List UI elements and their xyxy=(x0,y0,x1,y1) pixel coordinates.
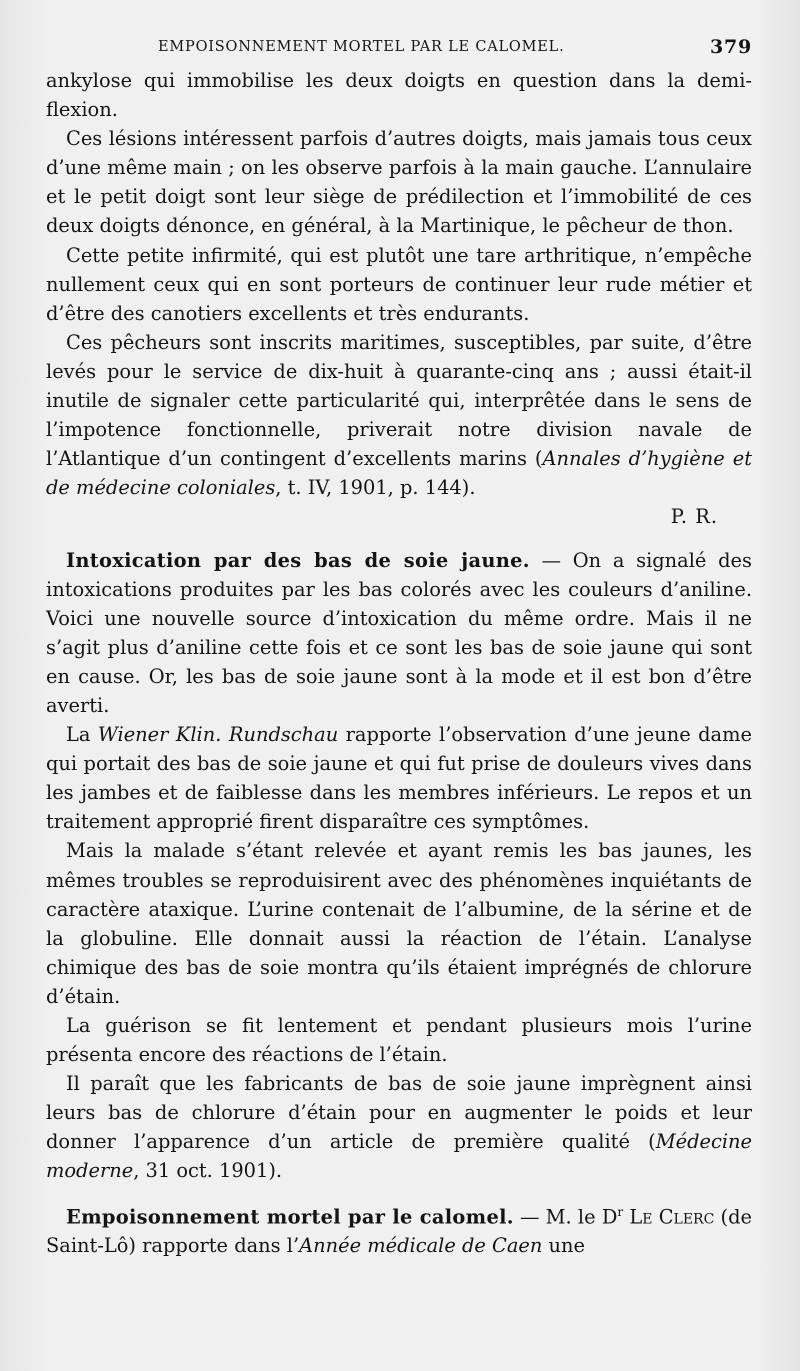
running-header xyxy=(46,36,752,66)
paragraph: Mais la malade s’étant relevée et ayant remis les bas jaunes, les mêmes troubles se reproduisirent avec des phénomènes inquiétants de caractère ataxique. L’urine contenait de l’albumine, de la sérine et de la globuline. Elle donnait aussi la réaction de l’étain. L’analyse chimique des bas de soie montra qu’ils étaient imprégnés de chlorure d’étain. xyxy=(46,839,752,1008)
citation-details: , t. IV, 1901, p. 144). xyxy=(275,476,476,500)
title-superscript: r xyxy=(617,1204,624,1219)
citation-details: , 31 oct. 1901). xyxy=(133,1159,283,1183)
paragraph-text: Ces pêcheurs sont inscrits maritimes, susceptibles, par suite, d’être levés pour le service de dix-huit à quarante-cinq ans ; aussi était-il inutile de signaler cette particularité qui, interprêtée dans le sens de l’impotence fonctionnelle, priverait notre division navale de l’Atlantique d’un contingent d’excellents marins ( xyxy=(46,330,752,471)
paragraph xyxy=(46,1069,752,1185)
citation-title: Médecine moderne xyxy=(46,1130,752,1183)
paragraph-text: Il paraît que les fabricants de bas de soie jaune imprègnent ainsi leurs bas de chlorure d’étain pour en augmenter le poids et leur donner l’apparence d’un article de première qualité ( xyxy=(46,1072,752,1154)
section-heading: Intoxication par des bas de soie jaune. xyxy=(66,548,530,572)
paragraph: Ces lésions intéressent parfois d’autres doigts, mais jamais tous ceux d’une même main ; on les observe parfois à la main gauche. L’annulaire et le petit doigt sont leur siège de prédilection et l’immobilité de ces deux doigts dénonce, en général, à la Martinique, le pêcheur de thon. xyxy=(46,127,752,238)
paragraph xyxy=(46,1198,752,1261)
section-heading: Empoisonnement mortel par le calomel. xyxy=(66,1205,514,1229)
paragraph-text: — On a signalé des intoxications produites par les bas colorés avec les couleurs d’aniline. Voici une nouvelle source d’intoxication du même ordre. Mais il ne s’agit plus d’aniline cette fois et ce sont les bas de soie jaune qui sont en cause. Or, les bas de soie jaune sont à la mode et il est bon d’être averti. xyxy=(46,548,752,717)
page-number: 379 xyxy=(709,36,752,58)
paragraph: ankylose qui immobilise les deux doigts en question dans la demi-flexion. xyxy=(46,69,752,122)
paragraph xyxy=(46,720,752,836)
running-title: EMPOISONNEMENT MORTEL PAR LE CALOMEL. xyxy=(158,39,565,55)
journal-name: Année médicale de Caen xyxy=(299,1234,543,1258)
section-gap xyxy=(46,1186,752,1198)
paragraph: Cette petite infirmité, qui est plutôt une tare arthritique, n’empêche nullement ceux qui en sont porteurs de continuer leur rude métier et d’être des canotiers excellents et très endurants. xyxy=(46,243,752,325)
paragraph-text: (de Saint-Lô) rapporte dans l’ xyxy=(46,1205,752,1258)
citation-title: Annales d’hygiène et de médecine coloniales xyxy=(46,447,752,500)
author-initials: P. R. xyxy=(670,505,718,529)
paragraph-text: La xyxy=(66,723,98,747)
author-name: Le Clerc xyxy=(623,1205,715,1229)
section-gap xyxy=(46,532,752,546)
paragraph xyxy=(46,546,752,721)
paragraph-text: — M. le D xyxy=(513,1205,618,1229)
paragraph-text: rapporte l’observation d’une jeune dame qui portait des bas de soie jaune et qui fut prise de douleurs vives dans les jambes et de faiblesse dans les membres inférieurs. Le repos et un traitement approprié firent disparaître ces symptômes. xyxy=(46,723,752,834)
paragraph xyxy=(46,328,752,503)
journal-name: Wiener Klin. Rundschau xyxy=(97,723,339,747)
paragraph: La guérison se fit lentement et pendant plusieurs mois l’urine présenta encore des réactions de l’étain. xyxy=(46,1014,752,1067)
paragraph-text: une xyxy=(542,1234,586,1258)
body-text xyxy=(46,66,752,1260)
